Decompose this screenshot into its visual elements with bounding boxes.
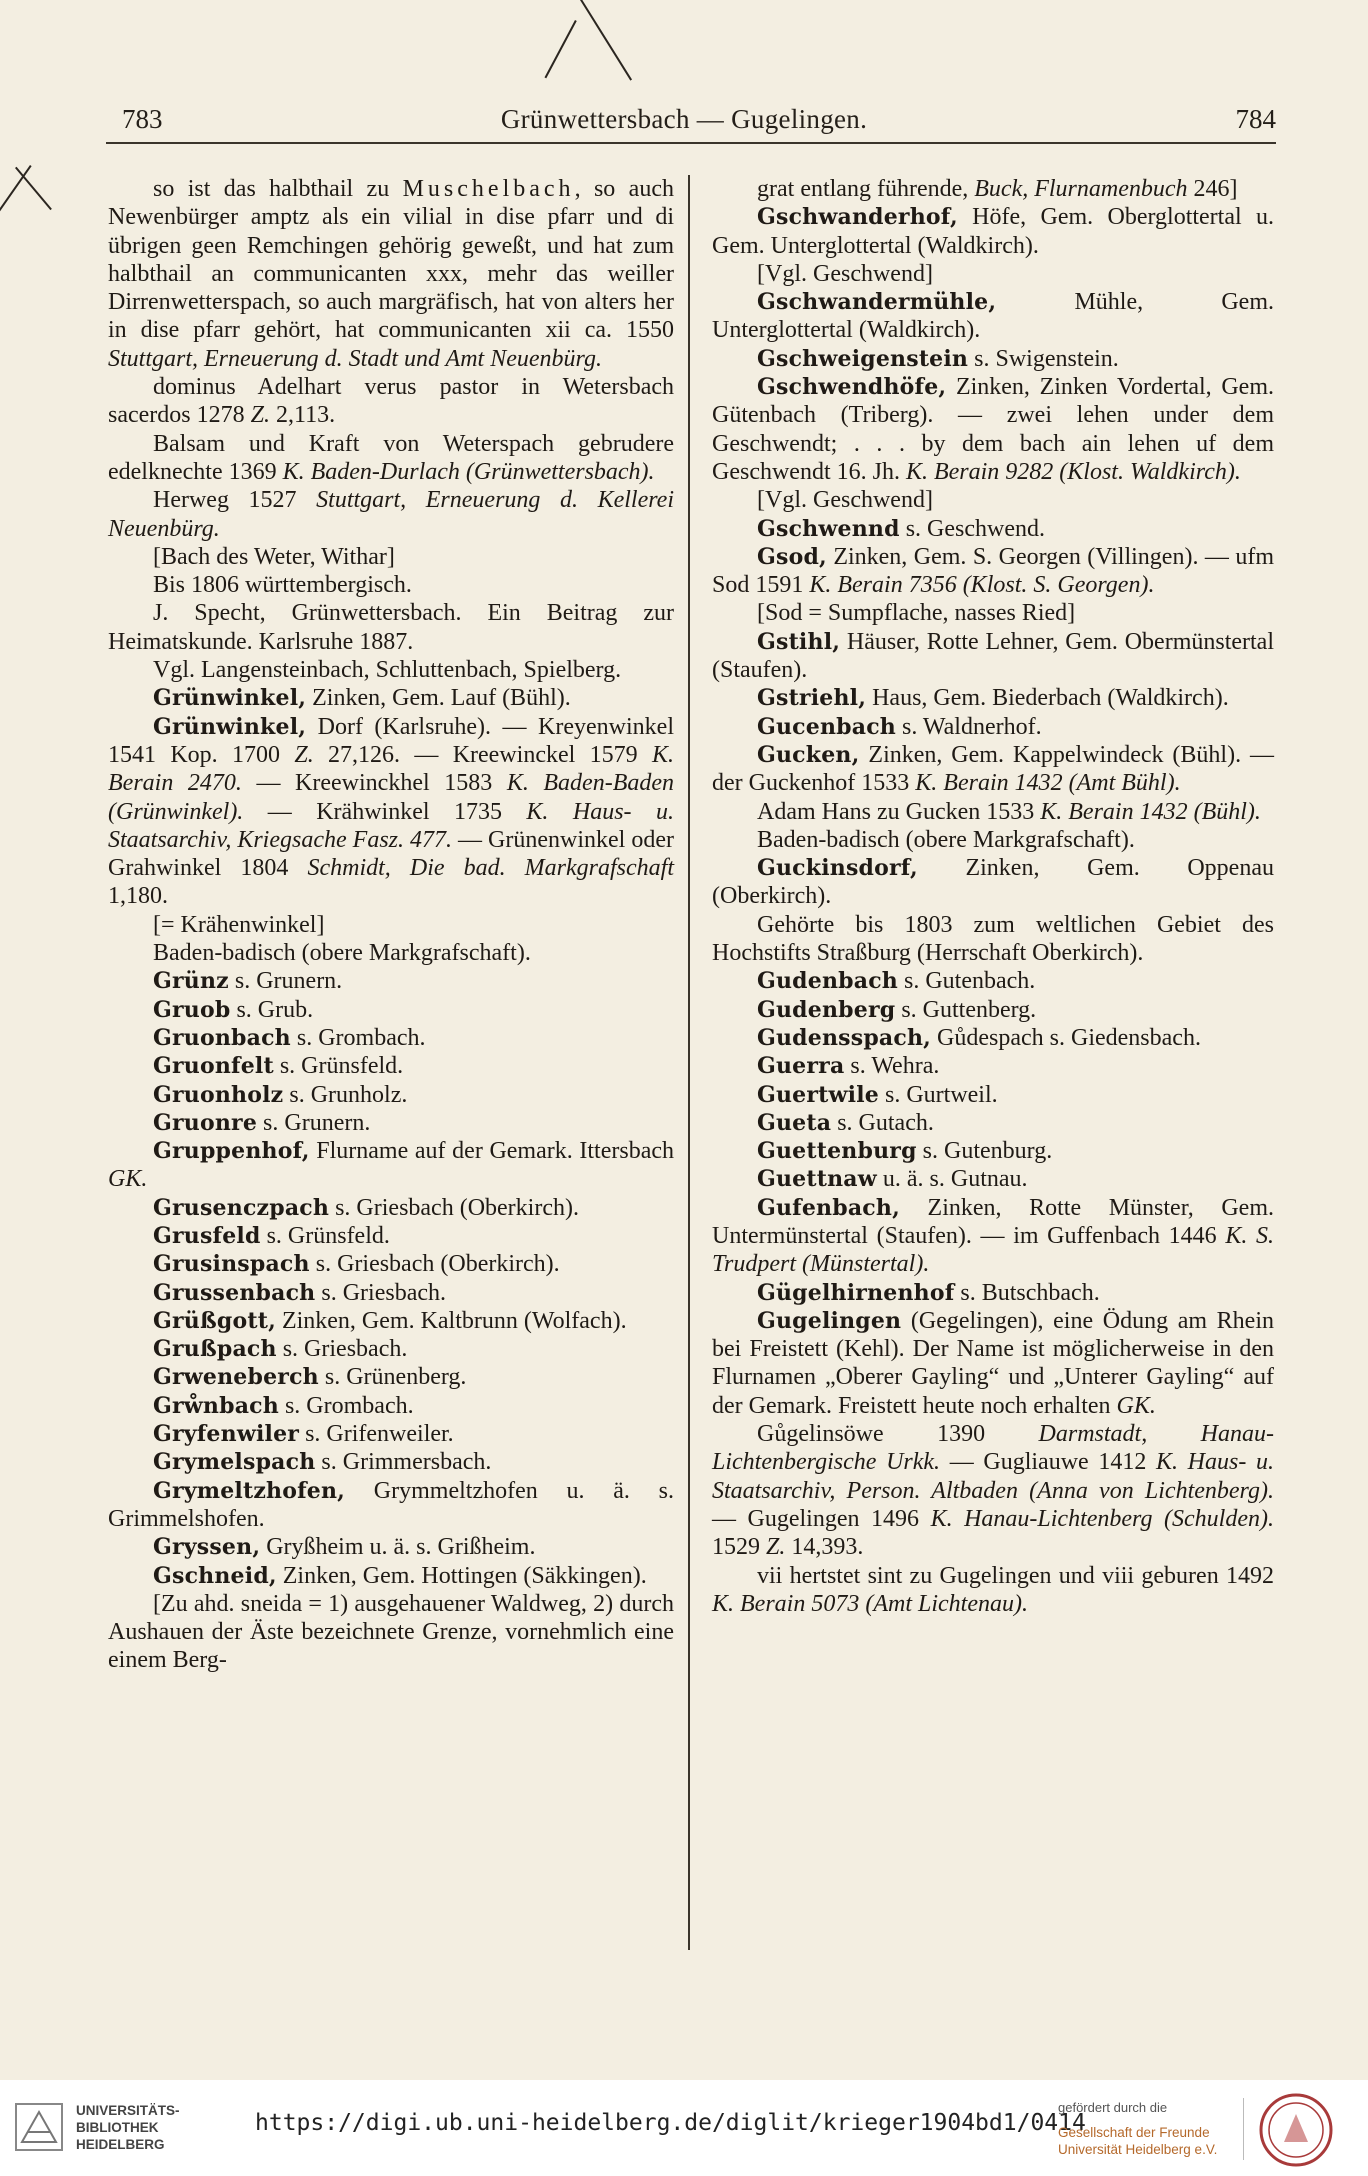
entry-paragraph: [108, 599, 674, 656]
pencil-cross-mark: [544, 20, 576, 78]
source-citation: K. Berain 7356 (Klost. S. Georgen).: [809, 572, 1155, 599]
entry-text: Gryßheim u. ä. s. Grißheim.: [260, 1534, 536, 1561]
entry-text: [Zu ahd. sneida = 1) ausgehauener Waldweg, 2) durch Aushauen der Äste bezeichnete Grenze, vornehmlich eine einem Berg-: [108, 1590, 674, 1674]
entry-paragraph: [712, 1194, 1274, 1279]
source-citation: K. Berain 2470.: [108, 741, 674, 797]
entry-text: Gůdespach s. Giedensbach.: [931, 1024, 1201, 1051]
entry-text: s. Waldnerhof.: [896, 713, 1042, 740]
entry-text: Bis 1806 württembergisch.: [153, 572, 412, 599]
entry-paragraph: [108, 486, 674, 543]
source-citation: K. Haus- u. Staatsarchiv, Person. Altbaden (Anna von Lichtenberg).: [712, 1449, 1274, 1504]
headword: Grünz: [153, 968, 229, 995]
source-citation: K. S. Trudpert (Münstertal).: [712, 1222, 1274, 1278]
entry-paragraph: [712, 599, 1274, 627]
source-citation: Z.: [766, 1534, 786, 1561]
source-citation: GK.: [1116, 1392, 1156, 1419]
entry-paragraph: [108, 373, 674, 430]
entry-text: Haus, Gem. Biederbach (Waldkirch).: [866, 685, 1229, 712]
source-citation: Stuttgart, Erneuerung d. Kellerei Neuenbürg.: [108, 487, 675, 542]
entry-text: s. Griesbach (Oberkirch).: [309, 1251, 560, 1278]
headword: Gruonre: [153, 1109, 258, 1136]
footer-divider: [1243, 2098, 1244, 2160]
headword: Gryfenwiler: [153, 1421, 300, 1448]
entry-paragraph: [712, 1052, 1274, 1080]
source-citation: K. Baden-Durlach (Grünwettersbach).: [282, 458, 655, 485]
entry-paragraph: [108, 1562, 674, 1590]
headword: Gryssen,: [153, 1534, 261, 1561]
entry-paragraph: [108, 1250, 674, 1278]
entry-paragraph: [712, 1420, 1274, 1561]
uni-line-3: HEIDELBERG: [76, 2137, 165, 2152]
entry-paragraph: [108, 430, 674, 487]
entry-paragraph: [108, 1477, 674, 1534]
headword: Gruppenhof,: [153, 1138, 310, 1165]
left-column: [108, 175, 674, 1675]
headword: Gruob: [153, 996, 231, 1023]
source-citation: K. Berain 5073 (Amt Lichtenau).: [712, 1590, 1028, 1617]
entry-text: J. Specht, Grünwettersbach. Ein Beitrag zur Heimatskunde. Karlsruhe 1887.: [108, 600, 674, 655]
entry-text: s. Geschwend.: [899, 515, 1045, 542]
headword: Gudenberg: [757, 996, 896, 1023]
entry-text: s. Grünsfeld.: [260, 1222, 390, 1249]
entry-text: s. Gutenbach.: [898, 968, 1036, 995]
entry-paragraph: [712, 684, 1274, 712]
entry-text: s. Wehra.: [844, 1053, 940, 1080]
university-library-logo-icon: [14, 2102, 64, 2152]
entry-text: Baden-badisch (obere Markgrafschaft).: [757, 826, 1135, 853]
headword: Gudenbach: [757, 968, 898, 995]
headword: Grüßgott,: [153, 1307, 276, 1334]
entry-text: s. Grub.: [230, 996, 314, 1023]
entry-text: Dorf (Karlsruhe). — Kreyenwinkel 1541 Kop. 1700: [108, 713, 674, 768]
headword: Grymelspach: [153, 1449, 316, 1476]
funder-name[interactable]: [1058, 2124, 1217, 2158]
entry-paragraph: [712, 911, 1274, 968]
university-library-name: [76, 2102, 180, 2153]
entry-paragraph: [108, 175, 674, 373]
entry-text: Mühle, Gem. Unterglottertal (Waldkirch).: [712, 289, 1274, 344]
entry-paragraph: [712, 854, 1274, 911]
entry-paragraph: [108, 571, 674, 599]
page-header: [0, 98, 1368, 142]
entry-text: [Bach des Weter, Withar]: [153, 543, 395, 570]
entry-paragraph: [108, 684, 674, 712]
entry-text: s. Grünsfeld.: [273, 1053, 404, 1080]
headword: Guettnaw: [757, 1166, 877, 1193]
entry-paragraph: [108, 543, 674, 571]
entry-paragraph: [712, 288, 1274, 345]
headword: Gugelingen: [757, 1307, 902, 1334]
headword: Gufenbach,: [757, 1194, 900, 1221]
entry-text: Gůgelinsöwe 1390: [757, 1421, 1039, 1448]
entry-text: Adam Hans zu Gucken 1533: [757, 798, 1041, 825]
source-citation: Z.: [294, 741, 314, 768]
page-number-right: 784: [1235, 104, 1276, 134]
headword: Guerra: [757, 1053, 845, 1080]
entry-paragraph: [108, 1392, 674, 1420]
source-citation: GK.: [108, 1166, 148, 1193]
page-number-left: 783: [122, 104, 163, 134]
entry-text: 246]: [1187, 176, 1238, 202]
source-citation: K. Haus- u. Staatsarchiv, Kriegsache Fasz. 477.: [108, 798, 674, 853]
source-citation: K. Berain 1432 (Amt Bühl).: [915, 770, 1181, 797]
entry-paragraph: [712, 1307, 1274, 1420]
entry-text: Zinken, Rotte Münster, Gem. Untermünstertal (Staufen). — im Guffenbach 1446: [712, 1194, 1274, 1249]
entry-paragraph: [108, 967, 674, 995]
headword: Gruonbach: [153, 1024, 291, 1051]
headword: Grweneberch: [153, 1364, 319, 1391]
entry-text: s. Grunern.: [257, 1109, 371, 1136]
entry-paragraph: [712, 543, 1274, 600]
entry-paragraph: [712, 826, 1274, 854]
entry-text: s. Griesbach.: [315, 1279, 447, 1306]
headword: Gschwennd: [757, 515, 900, 542]
entry-text: 1529: [712, 1534, 766, 1561]
funder-line-2: Universität Heidelberg e.V.: [1058, 2142, 1218, 2157]
entry-paragraph: [108, 1448, 674, 1476]
entry-paragraph: [108, 713, 674, 911]
entry-text: 27,126. — Kreewinckel 1579: [313, 741, 652, 768]
entry-text: Zinken, Gem. Hottingen (Säkkingen).: [276, 1562, 647, 1589]
entry-text: s. Gutenburg.: [916, 1138, 1053, 1165]
entry-text: s. Swigenstein.: [968, 345, 1119, 372]
entry-paragraph: [108, 911, 674, 939]
entry-text: Muschelbach: [402, 176, 575, 202]
entry-text: Zinken, Gem. Kappelwindeck (Bühl). — der Guckenhof 1533: [712, 741, 1274, 797]
entry-paragraph: [108, 1533, 674, 1561]
entry-paragraph: [712, 967, 1274, 995]
entry-text: s. Grombach.: [290, 1024, 426, 1051]
entry-text: s. Griesbach.: [276, 1336, 408, 1363]
right-column: [712, 175, 1274, 1618]
headword: Grẘnbach: [153, 1392, 279, 1419]
entry-paragraph: [108, 939, 674, 967]
entry-paragraph: [108, 1363, 674, 1391]
headword: Gucenbach: [757, 713, 896, 740]
entry-paragraph: [108, 1307, 674, 1335]
funded-by-label: gefördert durch die: [1058, 2100, 1168, 2115]
entry-text: so ist das halbthail zu: [153, 176, 403, 202]
headword: Guertwile: [757, 1081, 879, 1108]
entry-text: Baden-badisch (obere Markgrafschaft).: [153, 940, 531, 967]
headword: Grünwinkel,: [153, 685, 307, 712]
entry-text: Herweg 1527: [153, 487, 317, 514]
headword: Gschwanderhof,: [757, 204, 958, 231]
entry-text: s. Grunholz.: [283, 1081, 408, 1108]
entry-text: — Gugliauwe 1412: [940, 1449, 1156, 1476]
source-citation: K. Hanau-Lichtenberg (Schulden).: [930, 1505, 1274, 1532]
entry-text: Gehörte bis 1803 zum weltlichen Gebiet des Hochstifts Straßburg (Herrschaft Oberkirch).: [712, 911, 1274, 967]
entry-text: [= Krähenwinkel]: [153, 911, 325, 938]
entry-paragraph: [108, 1024, 674, 1052]
permalink-url[interactable]: https://digi.ub.uni-heidelberg.de/diglit/krieger1904bd1/0414: [255, 2110, 1086, 2136]
headword: Gudensspach,: [757, 1024, 932, 1051]
headword: Gstihl,: [757, 628, 841, 655]
entry-text: — Krähwinkel 1735: [243, 798, 527, 825]
entry-text: s. Grunern.: [228, 968, 343, 995]
headword: Gueta: [757, 1109, 832, 1136]
headword: Gruonfelt: [153, 1053, 274, 1080]
entry-text: Zinken, Zinken Vordertal, Gem. Gütenbach (Triberg). — zwei lehen under dem Geschwendt; . . . by dem bach ain lehen uf dem Geschwendt 16. Jh.: [712, 374, 1274, 485]
entry-paragraph: [108, 1194, 674, 1222]
headword: Grusinspach: [153, 1251, 310, 1278]
entry-text: Balsam und Kraft von Weterspach gebrudere edelknechte 1369: [108, 430, 674, 485]
headword: Grymeltzhofen,: [153, 1477, 346, 1504]
entry-paragraph: [712, 1165, 1274, 1193]
entry-text: s. Gutach.: [831, 1109, 934, 1136]
entry-paragraph: [712, 203, 1274, 260]
entry-text: s. Grünenberg.: [318, 1364, 467, 1391]
running-title: Grünwettersbach — Gugelingen.: [500, 104, 868, 134]
entry-paragraph: [108, 1420, 674, 1448]
entry-paragraph: [712, 1562, 1274, 1619]
entry-text: grat entlang führende,: [757, 176, 975, 202]
headword: Grusenczpach: [153, 1194, 330, 1221]
headword: Gschweigenstein: [757, 345, 969, 372]
entry-text: [Vgl. Geschwend]: [757, 487, 933, 514]
entry-text: [Sod = Sumpflache, nasses Ried]: [757, 600, 1076, 627]
entry-paragraph: [108, 1137, 674, 1194]
entry-paragraph: [712, 486, 1274, 514]
entry-text: Vgl. Langensteinbach, Schluttenbach, Spielberg.: [153, 657, 622, 684]
margin-cross-mark: [0, 165, 32, 211]
entry-paragraph: [108, 656, 674, 684]
entry-text: 2,113.: [270, 402, 336, 429]
headword: Gschwendhöfe,: [757, 374, 947, 401]
entry-text: Zinken, Gem. Kaltbrunn (Wolfach).: [275, 1307, 627, 1334]
entry-text: , so auch Newenbürger amptz als ein vilial in dise pfarr und di übrigen geen Remchingen gehörig geweßt, und hat zum halbthail an communicanten xxx, mehr das weiller Dirrenwetterspach, so auch margräfisch, hat von alters her in dise pfarr gehört, hat communicanten xii ca. 1550: [108, 176, 674, 344]
entry-text: Höfe, Gem. Oberglottertal u. Gem. Unterglottertal (Waldkirch).: [712, 204, 1274, 259]
entry-paragraph: [108, 1590, 674, 1675]
entry-paragraph: [712, 798, 1274, 826]
uni-line-1: UNIVERSITÄTS-: [76, 2103, 180, 2118]
entry-paragraph: [108, 1335, 674, 1363]
entry-text: Zinken, Gem. S. Georgen (Villingen). — ufm Sod 1591: [712, 543, 1274, 599]
entry-paragraph: [108, 1081, 674, 1109]
entry-paragraph: [712, 345, 1274, 373]
headword: Gschneid,: [153, 1562, 277, 1589]
entry-paragraph: [712, 175, 1274, 203]
source-citation: Schmidt, Die bad. Markgrafschaft: [307, 855, 675, 882]
headword: Gsod,: [757, 543, 827, 570]
entry-text: Flurname auf der Gemark. Ittersbach: [309, 1138, 674, 1165]
headword: Grussenbach: [153, 1279, 316, 1306]
header-rule: [106, 142, 1276, 144]
source-citation: Stuttgart, Erneuerung d. Stadt und Amt Neuenbürg.: [108, 345, 602, 372]
entry-paragraph: [108, 1109, 674, 1137]
entry-paragraph: [712, 1081, 1274, 1109]
entry-paragraph: [712, 1279, 1274, 1307]
entry-paragraph: [712, 260, 1274, 288]
entry-text: s. Guttenberg.: [895, 996, 1037, 1023]
headword: Gügelhirnenhof: [757, 1279, 955, 1306]
margin-cross-mark: [15, 167, 52, 210]
headword: Gruonholz: [153, 1081, 284, 1108]
footer-bar: [0, 2080, 1368, 2176]
entry-paragraph: [712, 373, 1274, 486]
headword: Gstriehl,: [757, 685, 867, 712]
entry-paragraph: [108, 1222, 674, 1250]
entry-paragraph: [712, 1137, 1274, 1165]
entry-text: u. ä. s. Gutnau.: [876, 1166, 1028, 1193]
uni-line-2: BIBLIOTHEK: [76, 2120, 159, 2135]
source-citation: K. Berain 1432 (Bühl).: [1040, 798, 1261, 825]
source-citation: K. Berain 9282 (Klost. Waldkirch).: [905, 458, 1241, 485]
column-divider: [688, 175, 690, 1950]
university-seal-icon: [1258, 2092, 1334, 2168]
entry-paragraph: [712, 628, 1274, 685]
entry-text: s. Gurtweil.: [878, 1081, 998, 1108]
entry-text: s. Grimmersbach.: [315, 1449, 492, 1476]
entry-paragraph: [712, 1109, 1274, 1137]
entry-text: 1,180.: [108, 883, 168, 910]
headword: Grünwinkel,: [153, 713, 307, 740]
entry-paragraph: [712, 515, 1274, 543]
source-citation: K. Baden-Baden (Grünwinkel).: [108, 770, 675, 825]
entry-text: vii hertstet sint zu Gugelingen und viii geburen 1492: [757, 1562, 1274, 1589]
entry-text: Zinken, Gem. Lauf (Bühl).: [306, 685, 571, 712]
entry-text: — Gugelingen 1496: [712, 1505, 931, 1532]
headword: Guettenburg: [757, 1138, 917, 1165]
headword: Gucken,: [757, 741, 860, 768]
entry-text: — Kreewinckhel 1583: [241, 770, 507, 797]
entry-text: Zinken, Gem. Oppenau (Oberkirch).: [712, 855, 1274, 910]
pencil-cross-mark: [580, 0, 632, 81]
entry-text: (Gegelingen), eine Ödung am Rhein bei Freistett (Kehl). Der Name ist möglicherweise in den Flurnamen „Oberer Gayling“ und „Unterer Gayling“ auf der Gemark. Freistett heute noch erhalten: [712, 1307, 1274, 1419]
source-citation: Buck, Flurnamenbuch: [974, 176, 1188, 202]
entry-text: dominus Adelhart verus pastor in Wetersbach sacerdos 1278: [108, 374, 674, 429]
entry-text: 14,393.: [785, 1534, 864, 1561]
headword: Grusfeld: [153, 1222, 261, 1249]
entry-paragraph: [108, 1279, 674, 1307]
entry-paragraph: [712, 996, 1274, 1024]
entry-paragraph: [108, 1052, 674, 1080]
entry-paragraph: [108, 996, 674, 1024]
headword: Grußpach: [153, 1336, 277, 1363]
headword: Guckinsdorf,: [757, 855, 918, 882]
entry-text: s. Grifenweiler.: [299, 1421, 454, 1448]
entry-paragraph: [712, 1024, 1274, 1052]
entry-text: s. Grombach.: [278, 1392, 414, 1419]
entry-paragraph: [712, 713, 1274, 741]
entry-text: Häuser, Rotte Lehner, Gem. Obermünstertal (Staufen).: [712, 628, 1274, 684]
entry-text: [Vgl. Geschwend]: [757, 260, 933, 287]
entry-text: — Grünenwinkel oder Grahwinkel 1804: [108, 826, 674, 882]
source-citation: Z.: [250, 402, 270, 429]
entry-text: s. Griesbach (Oberkirch).: [329, 1194, 579, 1221]
entry-paragraph: [712, 741, 1274, 798]
headword: Gschwandermühle,: [757, 289, 997, 316]
entry-text: Grymmeltzhofen u. ä. s. Grimmelshofen.: [108, 1477, 674, 1532]
source-citation: Darmstadt, Hanau-Lichtenbergische Urkk.: [712, 1421, 1274, 1476]
funder-line-1: Gesellschaft der Freunde: [1058, 2125, 1210, 2140]
entry-text: s. Butschbach.: [954, 1279, 1100, 1306]
